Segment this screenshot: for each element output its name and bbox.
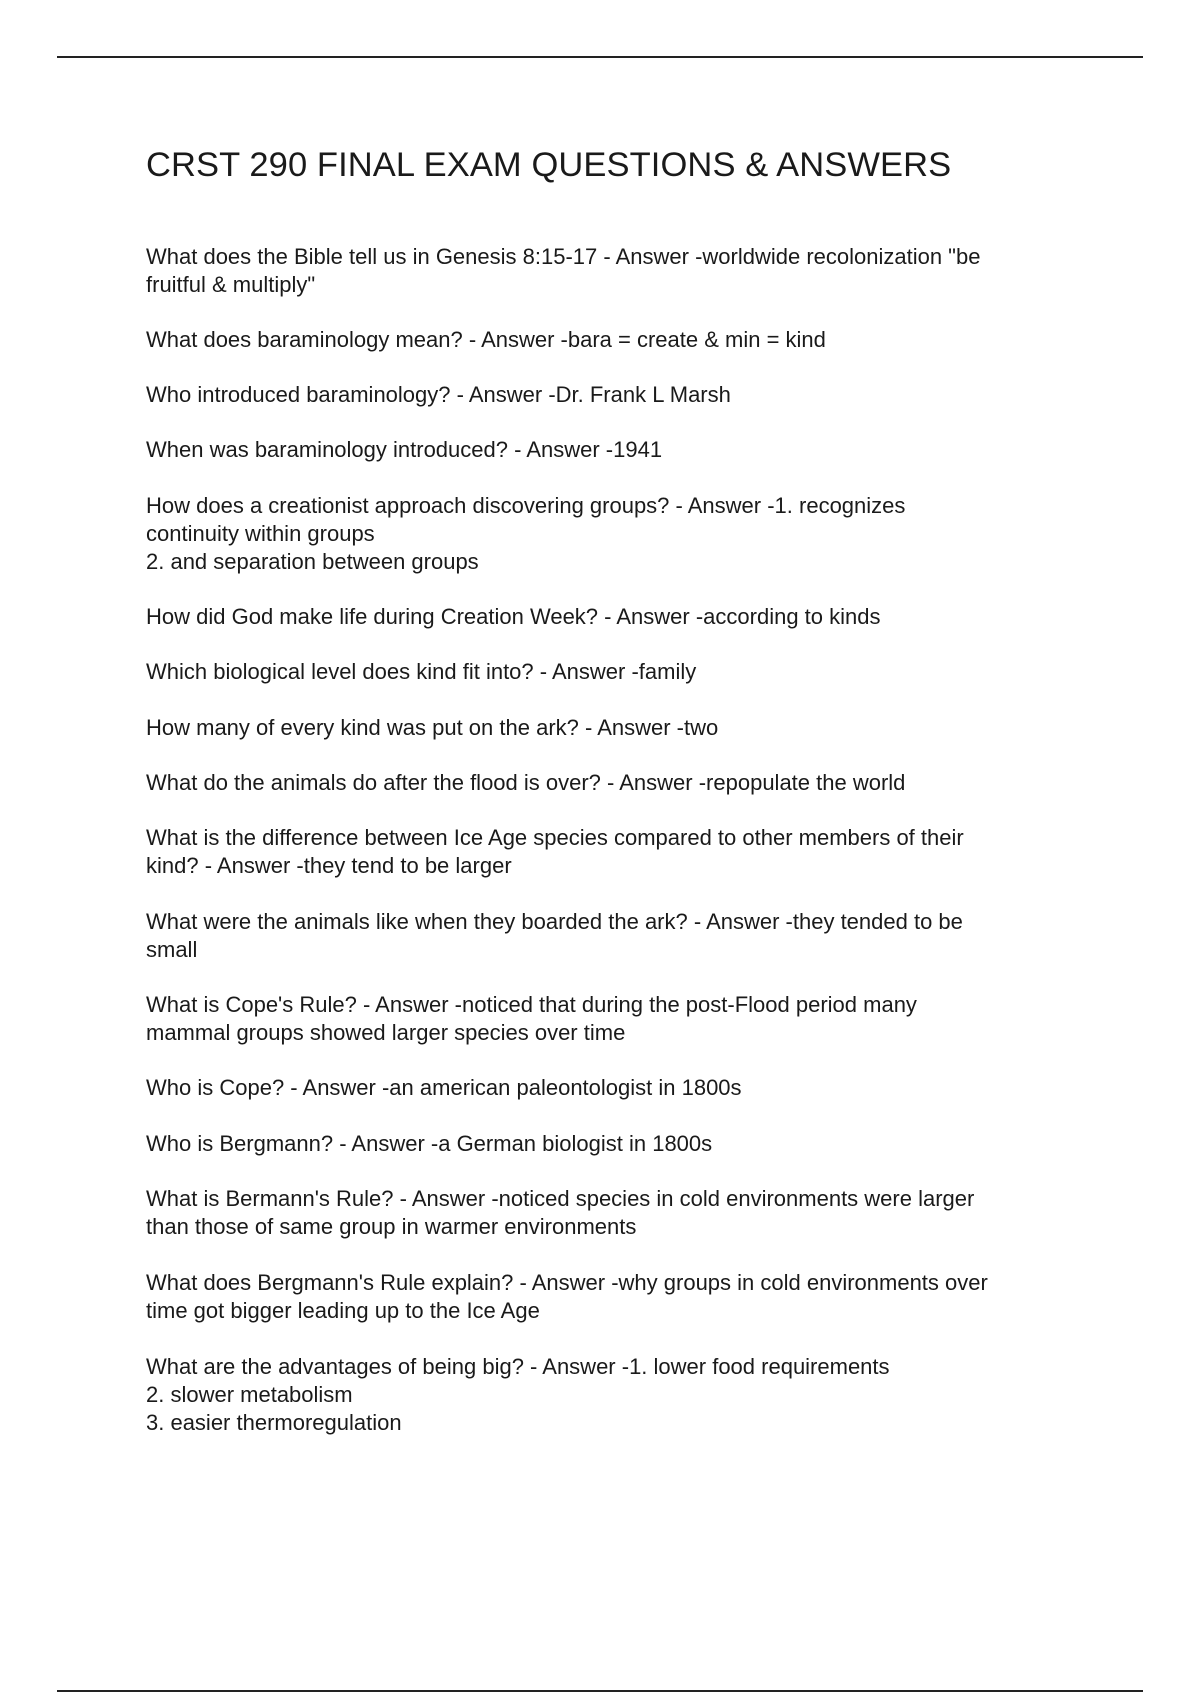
qa-item bbox=[146, 908, 1086, 964]
qa-line: What were the animals like when they boarded the ark? - Answer -they tended to be bbox=[146, 909, 963, 934]
qa-line: What does baraminology mean? - Answer -bara = create & min = kind bbox=[146, 327, 826, 352]
qa-item bbox=[146, 991, 1086, 1047]
qa-line: than those of same group in warmer environments bbox=[146, 1214, 637, 1239]
qa-item bbox=[146, 658, 1086, 686]
qa-line: What does Bergmann's Rule explain? - Answer -why groups in cold environments over bbox=[146, 1270, 988, 1295]
qa-item bbox=[146, 381, 1086, 409]
qa-line: What is the difference between Ice Age species compared to other members of their bbox=[146, 825, 964, 850]
qa-list bbox=[146, 243, 1086, 1437]
qa-item bbox=[146, 603, 1086, 631]
qa-item bbox=[146, 1353, 1086, 1437]
qa-line: 2. and separation between groups bbox=[146, 549, 479, 574]
qa-line: time got bigger leading up to the Ice Age bbox=[146, 1298, 540, 1323]
qa-item bbox=[146, 714, 1086, 742]
qa-line: What do the animals do after the flood is over? - Answer -repopulate the world bbox=[146, 770, 906, 795]
top-rule bbox=[57, 56, 1143, 58]
qa-item bbox=[146, 1269, 1086, 1325]
qa-item bbox=[146, 243, 1086, 299]
qa-line: 3. easier thermoregulation bbox=[146, 1410, 402, 1435]
qa-line: How did God make life during Creation Week? - Answer -according to kinds bbox=[146, 604, 881, 629]
qa-line: continuity within groups bbox=[146, 521, 375, 546]
qa-line: What is Bermann's Rule? - Answer -noticed species in cold environments were larger bbox=[146, 1186, 975, 1211]
qa-line: kind? - Answer -they tend to be larger bbox=[146, 853, 512, 878]
bottom-rule bbox=[57, 1690, 1143, 1692]
qa-line: Who introduced baraminology? - Answer -Dr. Frank L Marsh bbox=[146, 382, 731, 407]
qa-line: What is Cope's Rule? - Answer -noticed that during the post-Flood period many bbox=[146, 992, 917, 1017]
qa-line: How many of every kind was put on the ark? - Answer -two bbox=[146, 715, 719, 740]
qa-line: What does the Bible tell us in Genesis 8:15-17 - Answer -worldwide recolonization "be bbox=[146, 244, 981, 269]
qa-line: 2. slower metabolism bbox=[146, 1382, 353, 1407]
qa-line: How does a creationist approach discovering groups? - Answer -1. recognizes bbox=[146, 493, 906, 518]
qa-item bbox=[146, 436, 1086, 464]
qa-line: mammal groups showed larger species over time bbox=[146, 1020, 626, 1045]
qa-line: Who is Bergmann? - Answer -a German biologist in 1800s bbox=[146, 1131, 713, 1156]
qa-item bbox=[146, 824, 1086, 880]
qa-item bbox=[146, 1130, 1086, 1158]
qa-item bbox=[146, 492, 1086, 576]
page-title: CRST 290 FINAL EXAM QUESTIONS & ANSWERS bbox=[146, 146, 952, 184]
qa-item bbox=[146, 1185, 1086, 1241]
qa-line: Which biological level does kind fit into? - Answer -family bbox=[146, 659, 697, 684]
qa-line: fruitful & multiply" bbox=[146, 272, 316, 297]
qa-item bbox=[146, 326, 1086, 354]
qa-line: small bbox=[146, 937, 198, 962]
qa-item bbox=[146, 1074, 1086, 1102]
qa-line: When was baraminology introduced? - Answer -1941 bbox=[146, 437, 663, 462]
qa-line: Who is Cope? - Answer -an american paleontologist in 1800s bbox=[146, 1075, 742, 1100]
qa-item bbox=[146, 769, 1086, 797]
qa-line: What are the advantages of being big? - Answer -1. lower food requirements bbox=[146, 1354, 890, 1379]
